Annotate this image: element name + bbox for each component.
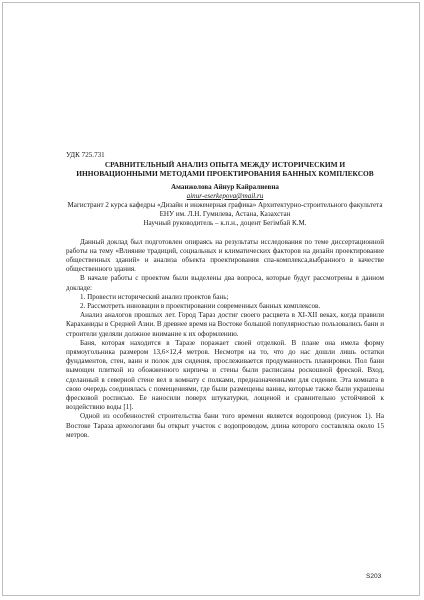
document-body (66, 151, 384, 440)
intro-paragraph: Данный доклад был подготовлен опираясь на результаты исследования по теме диссертационной работы на тему «Влияние традиций, социальных и климатических факторов на дизайн проектирование общественных зданий» и анализа объекта проектирования спа-комплекса,выбранного в качестве общественного здания. (66, 237, 384, 274)
page-number: S203 (366, 573, 382, 580)
article-title: СРАВНИТЕЛЬНЫЙ АНАЛИЗ ОПЫТА МЕЖДУ ИСТОРИЧЕСКИМ И ИННОВАЦИОННЫМИ МЕТОДАМИ ПРОЕКТИРОВАНИЯ БАННЫХ КОМПЛЕКСОВ (76, 160, 374, 179)
list-item-1: 1. Провести исторический анализ проектов бань; (80, 292, 229, 301)
water-supply-paragraph: Одной из особенностей строительства бани того времени является водопровод (рисунок 1). На Востоке Тараза археологами бы открыт участок с водопроводом, длина которого составляла около 15 метров. (66, 412, 384, 439)
scientific-supervisor: Научный руководитель – к.п.н., доцент Бегімбай К.М. (143, 219, 307, 228)
udk-code: УДК 725.731 (66, 151, 105, 159)
author-email-line (66, 192, 384, 201)
author-name: Аманжолова Айнур Кайралиевна (171, 182, 279, 191)
analysis-paragraph: Анализ аналогов прошлых лет. Город Тараз достиг своего расцвета в XI-XII веках, когда правили Караханиды в Средней Азии. В древнее время на Востоке большой популярностью пользовались бани и строители уделяли должное внимание к их оформлению. (66, 311, 384, 338)
author-email-link[interactable]: ainur-eserkepova@mail.ru (186, 191, 264, 200)
bath-description-paragraph: Баня, которая находится в Таразе поражает своей отделкой. В плане она имела форму прямоугольника размером 13,6×12,4 метров. Несмотря на то, что до нас дошли лишь остатки фундаментов, стен, ванн и полок для сидения, прослеживается продуманность планировки. Пол бани вымощен плиткой из обожженного кирпича и стены были расписаны роскошной фреской. Вход, сделанный в северной стене вел в комнату с полками, предназначенными для сидения. Эта комната в свою очередь соединялась с помещениями, где были размещены ванны, которые также были украшены фресковой росписью. Ее наносили поверх штукатурки, лощеной и сравнительно устойчивой к воздействию воды [1]. (66, 338, 384, 412)
questions-paragraph: В начале работы с проектом были выделены два вопроса, которые будут рассмотрены в данном докладе: (66, 274, 384, 292)
author-affiliation: Магистрант 2 курса кафедры «Дизайн и инженерная графика» Архитектурно-строительного факультета ЕНУ им. Л.Н. Гумилева, Астана, Казахстан (67, 201, 383, 219)
list-item-2: 2. Рассмотреть инновации в проектировании современных банных комплексов. (80, 302, 321, 311)
